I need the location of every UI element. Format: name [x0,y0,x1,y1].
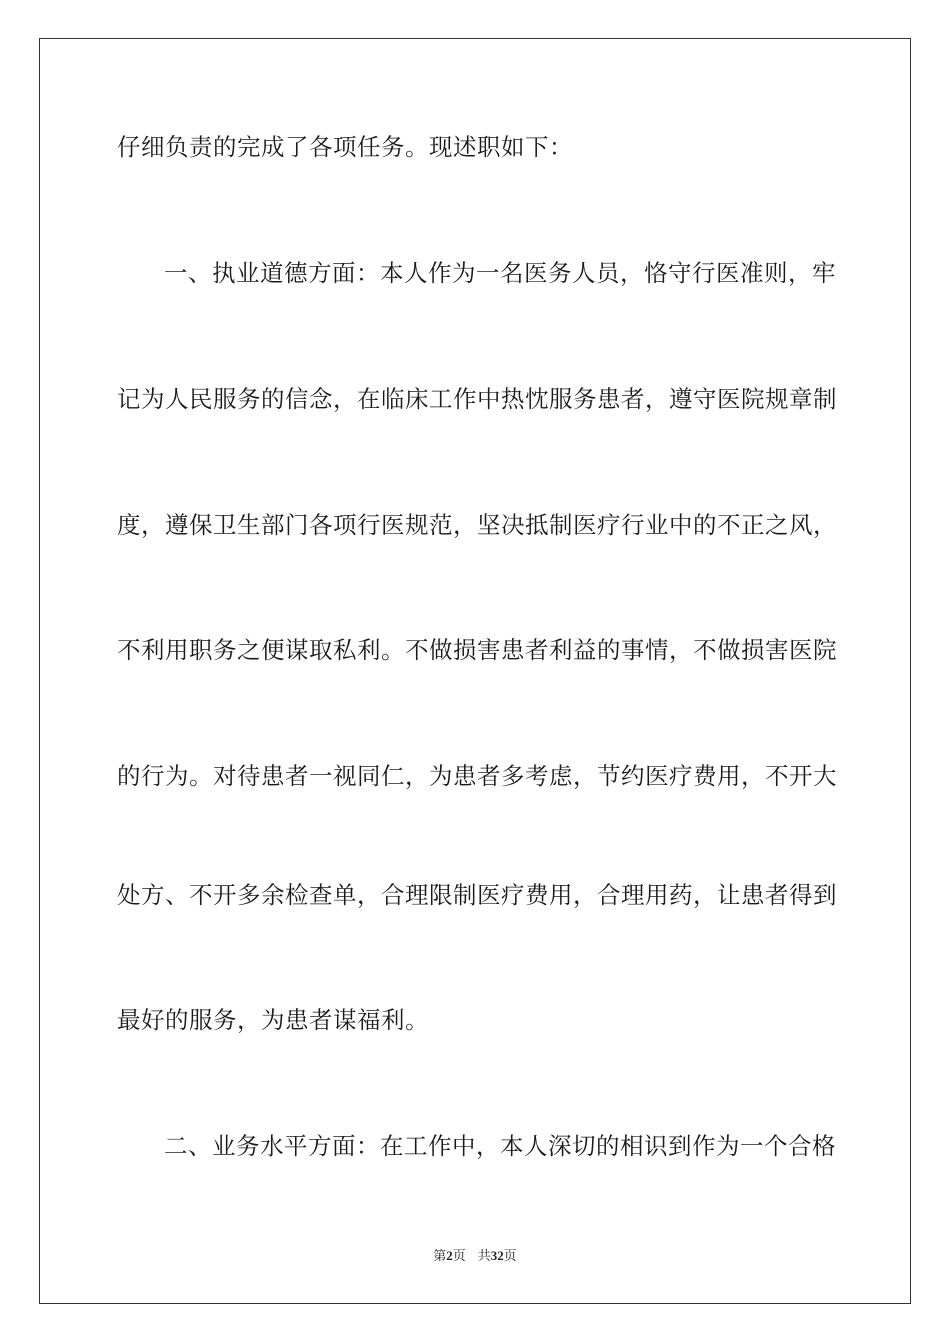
paragraph-line-9: 二、业务水平方面：在工作中，本人深切的相识到作为一个合格 [164,1132,836,1160]
paragraph-line-4: 度，遵保卫生部门各项行医规范，坚决抵制医疗行业中的不正之风， [117,511,837,539]
paragraph-line-2: 一、执业道德方面：本人作为一名医务人员，恪守行医准则，牢 [164,259,836,287]
paragraph-line-3: 记为人民服务的信念，在临床工作中热忱服务患者，遵守医院规章制 [117,385,837,413]
total-label-prefix: 共 [477,1249,491,1264]
page-border [39,38,911,1304]
paragraph-line-6: 的行为。对待患者一视同仁，为患者多考虑，节约医疗费用，不开大 [117,762,837,790]
paragraph-line-5: 不利用职务之便谋取私利。不做损害患者利益的事情，不做损害医院 [117,636,837,664]
total-pages: 32 [490,1248,504,1263]
page-number: 2 [446,1248,453,1263]
page-footer [0,1247,950,1266]
paragraph-line-7: 处方、不开多余检查单，合理限制医疗费用，合理用药，让患者得到 [117,881,837,909]
paragraph-line-8: 最好的服务，为患者谋福利。 [117,1006,429,1034]
paragraph-line-1: 仔细负责的完成了各项任务。现述职如下： [117,133,573,161]
total-label-suffix: 页 [503,1249,517,1264]
page-label-suffix: 页 [452,1249,466,1264]
page-label-prefix: 第 [433,1249,447,1264]
